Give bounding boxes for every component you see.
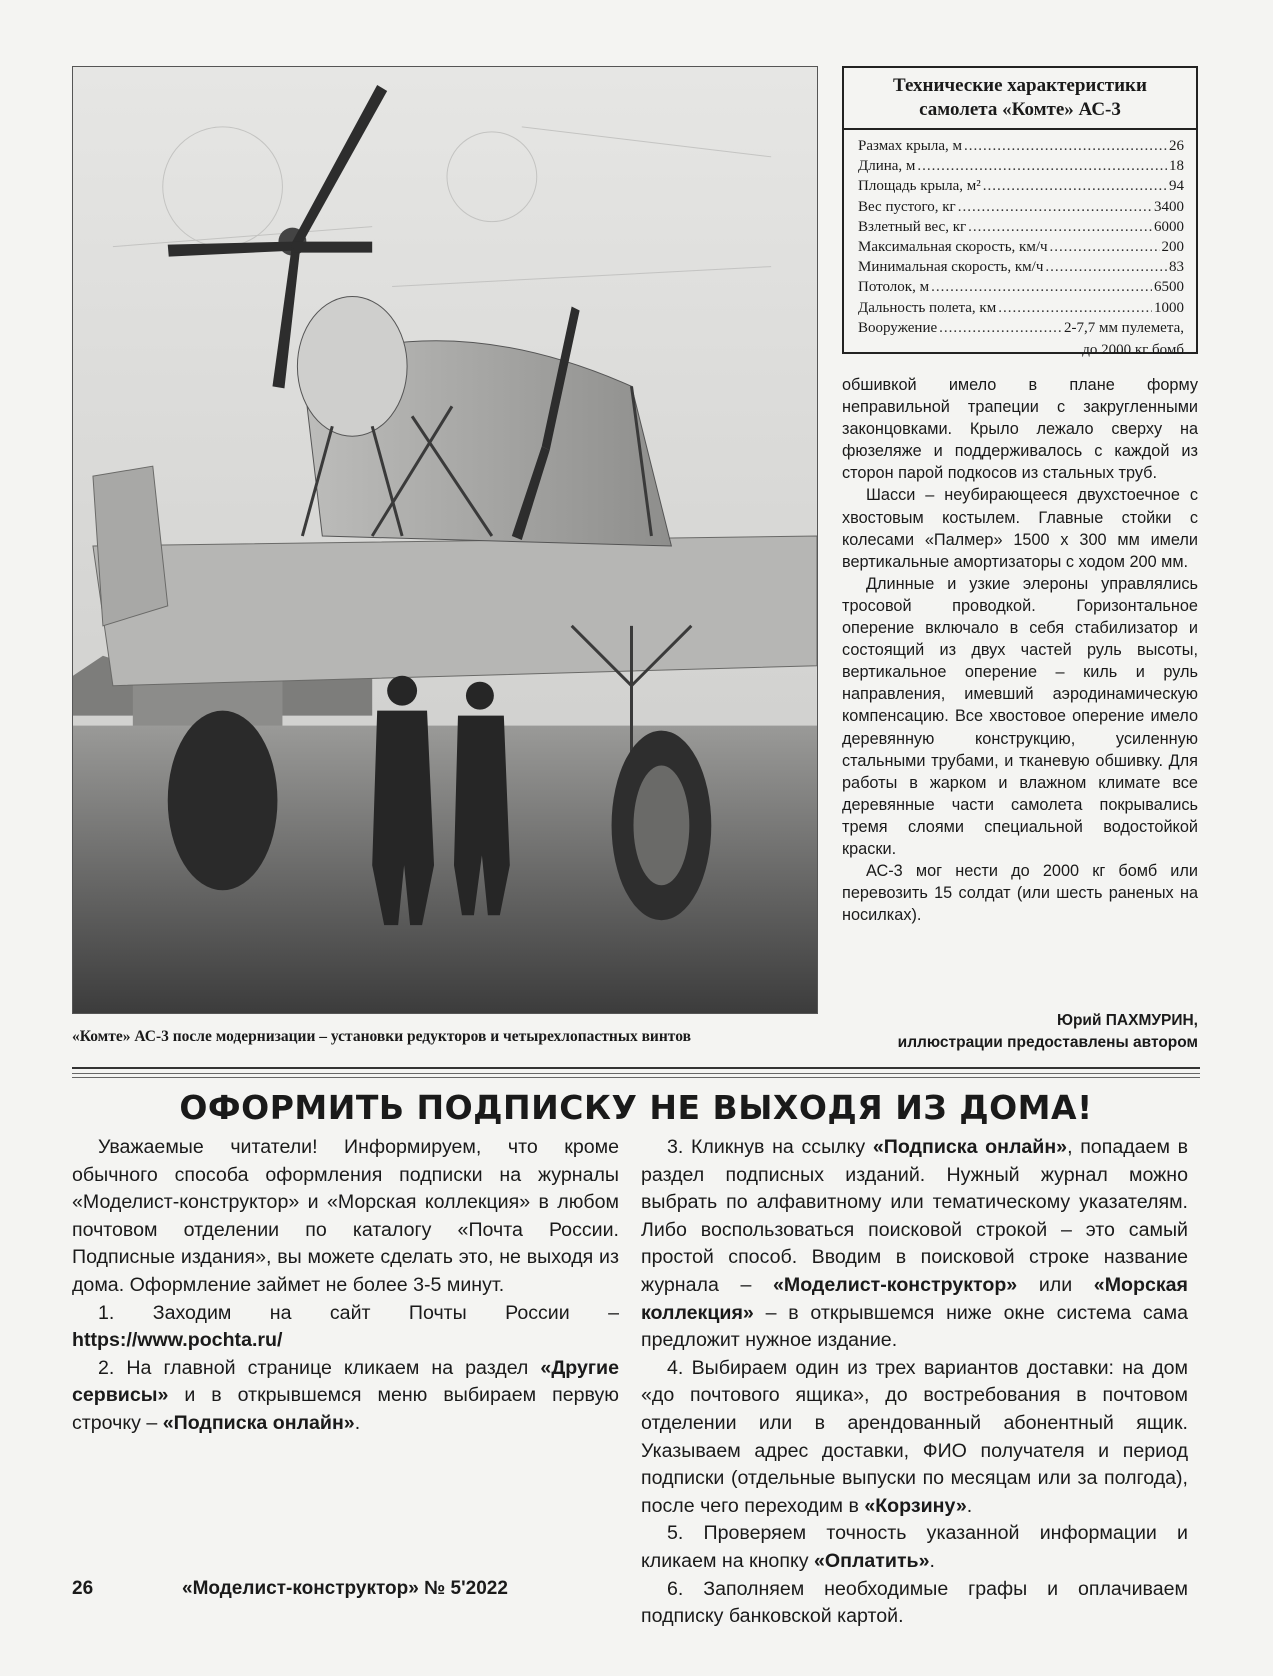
page-number: 26 — [72, 1578, 94, 1599]
spec-value: 18 — [1169, 158, 1184, 175]
spec-value: 83 — [1169, 259, 1184, 276]
article-paragraph: АС-3 мог нести до 2000 кг бомб или перевозить 15 солдат (или шесть раненых на носилках). — [842, 862, 1198, 925]
spec-label: Максимальная скорость, км/ч — [858, 238, 1048, 255]
spec-table-body — [844, 130, 1196, 360]
subscription-step-2: 2. На главной странице кликаем на раздел «Другие сервисы» и в открывшемся меню выбираем первую строчку – «Подписка онлайн». — [72, 1356, 619, 1434]
spec-label: Взлетный вес, кг — [858, 218, 967, 235]
spec-label: Минимальная скорость, км/ч — [858, 259, 1044, 276]
subscription-column-right — [641, 1134, 1188, 1631]
subscription-step-1: 1. Заходим на сайт Почты России – https://www.pochta.ru/ — [72, 1301, 619, 1352]
article-paragraph: обшивкой имело в плане форму неправильной трапеции с закругленными законцовками. Крыло лежало сверху на фюзеляже и поддерживалось с каждой из сторон парой подкосов из стальных труб. — [842, 376, 1198, 483]
subscription-heading: ОФОРМИТЬ ПОДПИСКУ НЕ ВЫХОДЯ ИЗ ДОМА! — [179, 1088, 1093, 1127]
aircraft-photo — [72, 66, 818, 1014]
subscription-step-5: 5. Проверяем точность указанной информации и кликаем на кнопку «Оплатить». — [641, 1522, 1188, 1572]
spec-row — [858, 219, 1184, 239]
divider — [72, 1067, 1200, 1069]
subscription-intro: Уважаемые читатели! Информируем, что кроме обычного способа оформления подписки на журналы «Моделист-конструктор» и «Морская коллекция» в любом почтовом отделении по каталогу «Почта России. Подписные издания», вы можете сделать это, не выходя из дома. Оформление займет не более 3-5 минут. — [72, 1136, 619, 1296]
spec-title-line2: самолета «Комте» АС-3 — [919, 99, 1121, 120]
spec-value: 94 — [1169, 178, 1184, 195]
spec-value: 1000 — [1154, 299, 1184, 316]
spec-value: 200 — [1161, 238, 1184, 255]
subscription-step-3: 3. Кликнув на ссылку «Подписка онлайн», попадаем в раздел подписных изданий. Нужный журнал можно выбрать по алфавитному или тематическому указателям. Либо воспользоваться поисковой строкой – это самый простой способ. Вводим в поисковой строке название журнала – «Моделист-конструктор» или «Морская коллекция» – в открывшемся ниже окне система сама предложит нужное издание. — [641, 1136, 1188, 1352]
spec-row — [858, 138, 1184, 158]
spec-row — [858, 259, 1184, 279]
spec-row — [858, 300, 1184, 320]
spec-row — [858, 158, 1184, 178]
divider — [72, 1073, 1200, 1074]
spec-label: Площадь крыла, м² — [858, 178, 981, 195]
magazine-issue: «Моделист-конструктор» № 5'2022 — [182, 1578, 508, 1599]
subscription-column-left — [72, 1134, 619, 1438]
article-text — [842, 374, 1198, 926]
spec-row — [858, 279, 1184, 299]
spec-row — [858, 178, 1184, 198]
spec-value: 26 — [1169, 138, 1184, 154]
spec-table — [842, 66, 1198, 358]
author-note: иллюстрации предоставлены автором — [897, 1034, 1198, 1051]
article-paragraph: Длинные и узкие элероны управлялись тросовой проводкой. Горизонтальное оперение включало в себя стабилизатор и состоящий из двух частей руль высоты, вертикальное оперение – киль и руль направления, имевший аэродинамическую компенсацию. Все хвостовое оперение имело деревянную конструкцию, усиленную стальными трубами, и тканевую обшивку. Для работы в жарком и влажном климате все деревянные части самолета покрывались тремя слоями специальной водостойкой краски. — [842, 574, 1198, 858]
spec-table-title — [844, 68, 1196, 130]
spec-label: Длина, м — [858, 158, 916, 175]
spec-row — [858, 239, 1184, 259]
aircraft-photo-illustration — [73, 67, 817, 1013]
spec-value: 2-7,7 мм пулемета, — [1063, 319, 1184, 336]
spec-label: Вес пустого, кг — [858, 198, 956, 215]
spec-label: Вооружение — [858, 319, 938, 336]
author-name: Юрий ПАХМУРИН, — [1056, 1012, 1198, 1029]
page-footer — [72, 1578, 508, 1600]
spec-armament-continued: до 2000 кг бомб — [1082, 341, 1184, 358]
subscription-step-4: 4. Выбираем один из трех вариантов доставки: на дом «до почтового ящика», до востребования в почтовом отделении или в арендованный абонентный ящик. Указываем адрес доставки, ФИО получателя и период подписки (отдельные выпуски по месяцам или за полгода), после чего переходим в «Корзину». — [641, 1356, 1188, 1517]
article-paragraph: Шасси – неубирающееся двухстоечное с хвостовым костылем. Главные стойки с колесами «Палмер» 1500 х 300 мм имели вертикальные амортизаторы с ходом 200 мм. — [842, 486, 1198, 571]
spec-label: Потолок, м — [858, 279, 930, 296]
spec-value: 6000 — [1154, 218, 1184, 235]
spec-value: 6500 — [1154, 279, 1184, 296]
spec-row — [858, 199, 1184, 219]
author-credit — [842, 1010, 1198, 1054]
spec-row — [858, 320, 1184, 340]
spec-value: 3400 — [1154, 198, 1184, 215]
spec-label: Размах крыла, м — [858, 138, 963, 154]
divider — [72, 1077, 1200, 1078]
subscription-step-6: 6. Заполняем необходимые графы и оплачиваем подписку банковской картой. — [641, 1577, 1188, 1628]
photo-caption: «Комте» АС-3 после модернизации – установки редукторов и четырехлопастных винтов — [72, 1028, 691, 1045]
spec-label: Дальность полета, км — [858, 299, 997, 316]
spec-title-line1: Технические характеристики — [893, 75, 1147, 96]
pochta-link[interactable]: https://www.pochta.ru/ — [72, 1329, 283, 1352]
